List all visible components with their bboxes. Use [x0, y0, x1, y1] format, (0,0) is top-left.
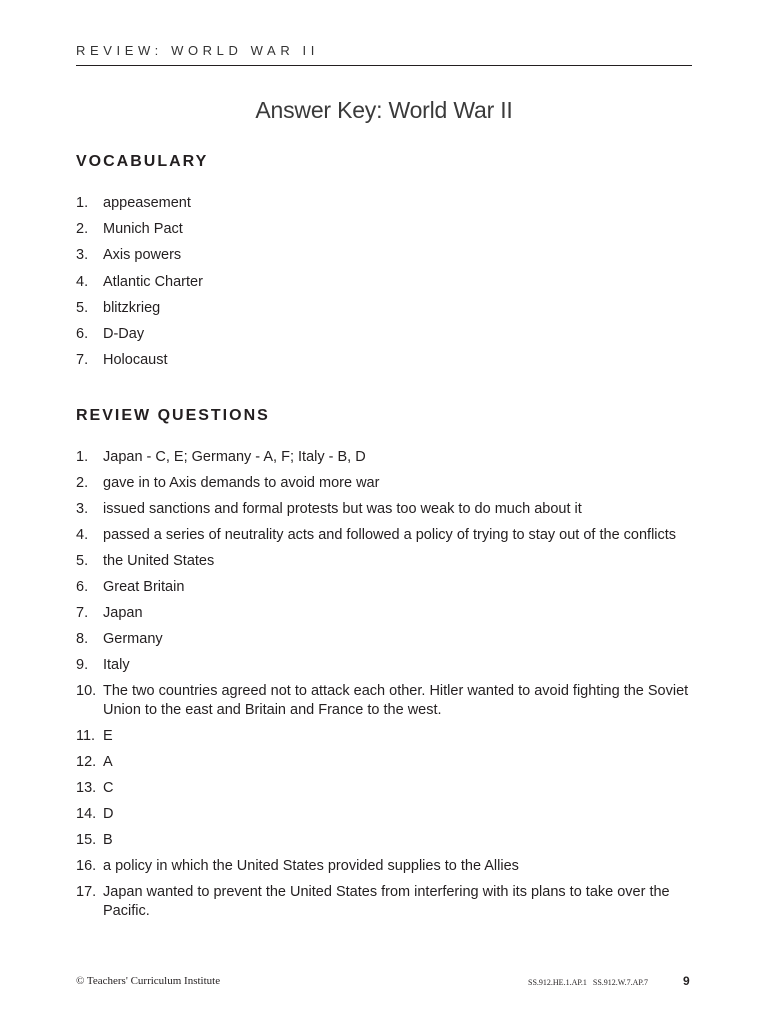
list-item — [76, 552, 692, 571]
list-item — [76, 604, 692, 623]
item-text: Munich Pact — [103, 221, 183, 238]
item-text: Japan wanted to prevent the United States from interfering with its plans to take over the Pacific. — [103, 884, 670, 919]
list-item — [76, 727, 692, 746]
list-item — [76, 753, 692, 772]
page-number: 9 — [683, 974, 690, 988]
list-item — [76, 630, 692, 649]
list-item — [76, 857, 692, 876]
item-text: Italy — [103, 657, 130, 673]
list-item — [76, 194, 692, 213]
item-number: 6. — [76, 325, 89, 342]
list-item — [76, 805, 692, 824]
item-number: 16. — [76, 858, 97, 874]
item-number: 8. — [76, 631, 89, 647]
item-text: Germany — [103, 631, 163, 647]
list-item — [76, 682, 692, 720]
item-text: gave in to Axis demands to avoid more war — [103, 475, 380, 491]
item-text: the United States — [103, 553, 215, 569]
item-number: 2. — [76, 475, 89, 491]
vocabulary-list — [76, 194, 692, 377]
item-number: 1. — [76, 195, 89, 211]
item-text: Atlantic Charter — [103, 273, 203, 290]
review-questions-list — [76, 448, 692, 928]
list-item — [76, 500, 692, 519]
item-number: 7. — [76, 605, 89, 621]
list-item — [76, 351, 692, 370]
item-number: 2. — [76, 221, 89, 238]
list-item — [76, 578, 692, 597]
list-item — [76, 246, 692, 265]
item-number: 5. — [76, 299, 89, 316]
list-item — [76, 656, 692, 675]
list-item — [76, 325, 692, 344]
list-item — [76, 273, 692, 292]
item-number: 11. — [76, 728, 96, 744]
item-number: 14. — [76, 806, 97, 822]
item-text: appeasement — [103, 195, 191, 211]
list-item — [76, 474, 692, 493]
list-item — [76, 220, 692, 239]
list-item — [76, 779, 692, 798]
item-text: E — [103, 728, 113, 744]
item-number: 3. — [76, 501, 89, 517]
header-divider — [76, 65, 692, 66]
item-text: issued sanctions and formal protests but was too weak to do much about it — [103, 501, 582, 517]
item-text: a policy in which the United States provided supplies to the Allies — [103, 858, 519, 874]
item-text: passed a series of neutrality acts and followed a policy of trying to stay out of the conflicts — [103, 527, 677, 543]
item-text: Great Britain — [103, 579, 185, 595]
item-text: Japan — [103, 605, 143, 621]
item-number: 3. — [76, 247, 89, 264]
standards-codes: SS.912.HE.1.AP.1 SS.912.W.7.AP.7 — [528, 978, 648, 987]
item-number: 5. — [76, 553, 89, 569]
item-number: 1. — [76, 449, 89, 465]
item-number: 6. — [76, 579, 89, 595]
item-number: 7. — [76, 352, 89, 369]
item-number: 15. — [76, 832, 97, 848]
list-item — [76, 448, 692, 467]
item-number: 12. — [76, 754, 97, 770]
item-text: Japan - C, E; Germany - A, F; Italy - B, D — [103, 449, 366, 465]
item-text: D — [103, 806, 114, 822]
item-text: A — [103, 754, 113, 770]
item-number: 4. — [76, 273, 89, 290]
item-text: B — [103, 832, 113, 848]
item-number: 4. — [76, 527, 89, 543]
item-text: Holocaust — [103, 352, 168, 369]
item-text: The two countries agreed not to attack each other. Hitler wanted to avoid fighting the Soviet Union to the east and Britain and France to the west. — [103, 683, 689, 718]
item-number: 10. — [76, 683, 97, 699]
item-text: D-Day — [103, 325, 145, 342]
item-number: 9. — [76, 657, 89, 673]
page-title: Answer Key: World War II — [255, 97, 513, 123]
item-number: 17. — [76, 884, 97, 900]
item-text: blitzkrieg — [103, 299, 161, 316]
vocabulary-heading: VOCABULARY — [76, 153, 209, 170]
running-head: REVIEW: WORLD WAR II — [76, 43, 319, 58]
item-text: Axis powers — [103, 247, 182, 264]
review-questions-heading: REVIEW QUESTIONS — [76, 407, 270, 424]
item-text: C — [103, 780, 114, 796]
list-item — [76, 299, 692, 318]
item-number: 13. — [76, 780, 97, 796]
copyright-notice: © Teachers' Curriculum Institute — [76, 975, 221, 987]
list-item — [76, 526, 692, 545]
list-item — [76, 831, 692, 850]
list-item — [76, 883, 692, 921]
